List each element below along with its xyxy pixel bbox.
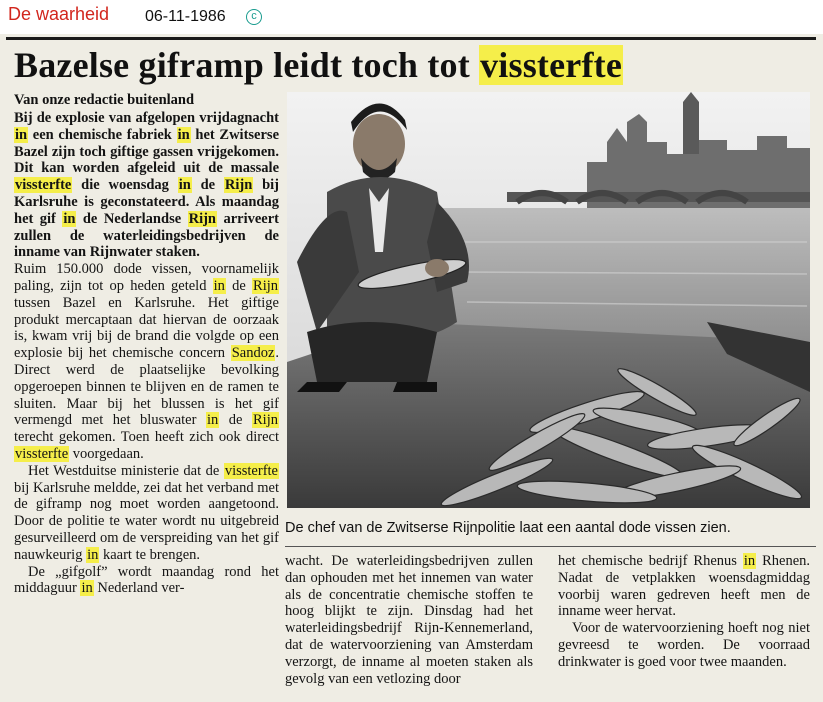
publication-date: 06-11-1986 <box>145 8 226 25</box>
body-paragraph: Voor de watervoorziening hoeft nog niet gevreesd te worden. De voorraad drinkwater is goed voor twee maanden. <box>558 620 810 670</box>
article-photo <box>287 92 810 508</box>
headline <box>14 44 623 86</box>
body-paragraph: Ruim 150.000 dode vissen, voornamelijk paling, zijn tot op heden geteld in de Rijn tussen Bazel en Karlsruhe. Het giftige produkt mercaptaan dat hiervan de oorzaak is, kwam vrij bij de brand die volgde op een explosie bij het chemische concern Sandoz. Direct werd de plaatselijke bevolking opgeroepen binnen te blijven en de ramen te sluiten. Maar bij het blussen is het gif vermengd met het bluswater in de Rijn terecht gekomen. Toen heeft zich ook direct vissterfte voorgedaan. <box>14 261 279 462</box>
article-column-3 <box>558 553 810 671</box>
body-paragraph: De „gifgolf” wordt maandag rond het middaguur in Nederland ver- <box>14 563 279 597</box>
lead-paragraph: Bij de explosie van afgelopen vrijdagnacht in een chemische fabriek in het Zwitserse Bazel zijn toch giftige gassen vrijgekomen. Dit kan worden afgeleid uit de massale vissterfte die woensdag in de Rijn bij Karlsruhe is geconstateerd. Als maandag het gif in de Nederlandse Rijn arriveert zullen de waterleidingsbedrijven de inname van Rijnwater staken. <box>14 110 280 261</box>
photo-illustration <box>287 92 810 508</box>
top-bar <box>0 0 823 34</box>
caption-divider <box>285 546 816 547</box>
top-rule <box>6 37 816 40</box>
copyright-icon[interactable]: c <box>246 9 262 25</box>
newspaper-source: De waarheid <box>8 4 110 24</box>
photo-caption: De chef van de Zwitserse Rijnpolitie laat een aantal dode vissen zien. <box>285 520 731 536</box>
byline: Van onze redactie buitenland <box>14 92 195 108</box>
body-paragraph: Het Westduitse ministerie dat de vissterfte bij Karlsruhe meldde, zei dat het verband met de giframp nog moet worden aangetoond. Door de politie te water wordt nu uitgebreid gesurveilleerd om de verspreiding van het gif nauwkeurig in kaart te brengen. <box>14 462 279 563</box>
article-column-2 <box>285 553 533 687</box>
headline-highlight: vissterfte <box>480 45 623 85</box>
body-paragraph: het chemische bedrijf Rhenus in Rhenen. Nadat de vetplakken woensdagmiddag voorbij waren gedreven heeft men de inname weer hervat. <box>558 553 811 620</box>
article-column-1 <box>14 110 279 597</box>
headline-text: Bazelse giframp leidt toch tot <box>14 45 480 85</box>
body-paragraph: wacht. De waterleidingsbedrijven zullen dan ophouden met het innemen van water als de concentratie chemische stoffen te hoog blijkt te zijn. Dinsdag had het waterleidingsbedrijf Rijn-Kennemerland, dat de watervoorziening van Amsterdam verzorgt, de inname al moeten staken als gevolg van een vetlozing door <box>285 553 533 687</box>
